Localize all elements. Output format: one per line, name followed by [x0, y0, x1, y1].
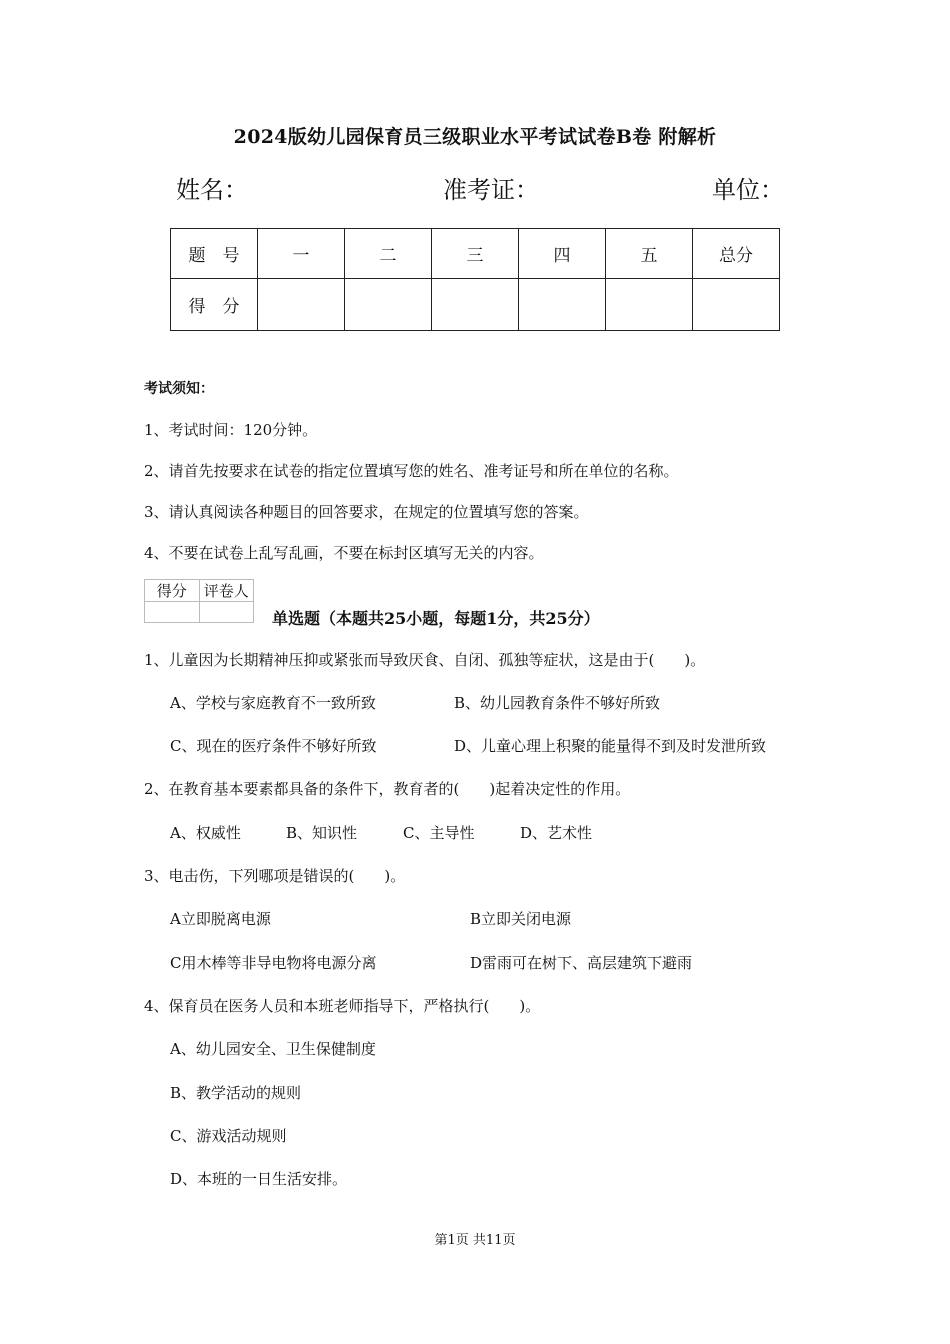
question-option: A、学校与家庭教育不一致所致	[170, 694, 376, 712]
header-cell-5: 五	[606, 229, 693, 279]
grader-label: 评卷人	[199, 580, 254, 602]
score-cell[interactable]	[345, 279, 432, 331]
header-cell-total: 总分	[693, 229, 780, 279]
question-option: C、现在的医疗条件不够好所致	[170, 737, 377, 755]
question-option: B、知识性	[286, 824, 358, 842]
exam-id-label: 准考证：	[443, 176, 539, 204]
question-option: D、本班的一日生活安排。	[170, 1170, 348, 1188]
notice-item: 4、不要在试卷上乱写乱画，不要在标封区填写无关的内容。	[144, 544, 544, 562]
notice-item: 1、考试时间：120分钟。	[144, 421, 318, 439]
question-option: A、幼儿园安全、卫生保健制度	[170, 1040, 376, 1058]
header-cell-2: 二	[345, 229, 432, 279]
grader-score-cell[interactable]	[145, 602, 200, 623]
question-option: D雷雨可在树下、高层建筑下避雨	[470, 954, 693, 972]
question-option: C、游戏活动规则	[170, 1127, 287, 1145]
grader-score-label: 得分	[145, 580, 200, 602]
question-option: D、艺术性	[520, 824, 593, 842]
question-option: D、儿童心理上积聚的能量得不到及时发泄所致	[454, 737, 767, 755]
notice-item: 3、请认真阅读各种题目的回答要求，在规定的位置填写您的答案。	[144, 503, 589, 521]
score-table-header-row	[171, 229, 780, 279]
question-option: B、幼儿园教育条件不够好所致	[454, 694, 661, 712]
score-cell[interactable]	[258, 279, 345, 331]
score-row-label: 得 分	[171, 279, 258, 331]
question-stem: 2、在教育基本要素都具备的条件下，教育者的( )起着决定性的作用。	[144, 780, 631, 798]
score-table	[170, 228, 780, 331]
header-cell-4: 四	[519, 229, 606, 279]
question-option: A、权威性	[170, 824, 241, 842]
header-cell-3: 三	[432, 229, 519, 279]
grader-name-cell[interactable]	[199, 602, 254, 623]
header-cell-1: 一	[258, 229, 345, 279]
score-cell[interactable]	[519, 279, 606, 331]
question-stem: 1、儿童因为长期精神压抑或紧张而导致厌食、自闭、孤独等症状，这是由于( )。	[144, 651, 706, 669]
question-option: B立即关闭电源	[470, 910, 572, 928]
unit-label: 单位：	[712, 176, 784, 204]
score-table-score-row	[171, 279, 780, 331]
notice-title: 考试须知：	[144, 381, 214, 397]
header-cell-label: 题 号	[171, 229, 258, 279]
notice-item: 2、请首先按要求在试卷的指定位置填写您的姓名、准考证号和所在单位的名称。	[144, 462, 679, 480]
score-cell[interactable]	[432, 279, 519, 331]
score-cell[interactable]	[693, 279, 780, 331]
question-option: A立即脱离电源	[170, 910, 271, 928]
grader-box	[144, 579, 254, 623]
page-title: 2024版幼儿园保育员三级职业水平考试试卷B卷 附解析	[233, 126, 717, 148]
question-stem: 4、保育员在医务人员和本班老师指导下，严格执行( )。	[144, 997, 541, 1015]
question-option: C、主导性	[403, 824, 475, 842]
section-title: 单选题（本题共25小题，每题1分，共25分）	[272, 609, 600, 628]
score-cell[interactable]	[606, 279, 693, 331]
question-option: C用木棒等非导电物将电源分离	[170, 954, 377, 972]
question-stem: 3、电击伤，下列哪项是错误的( )。	[144, 867, 406, 885]
name-label: 姓名：	[176, 176, 248, 204]
question-option: B、教学活动的规则	[170, 1084, 302, 1102]
page-footer: 第1页 共11页	[434, 1233, 516, 1248]
